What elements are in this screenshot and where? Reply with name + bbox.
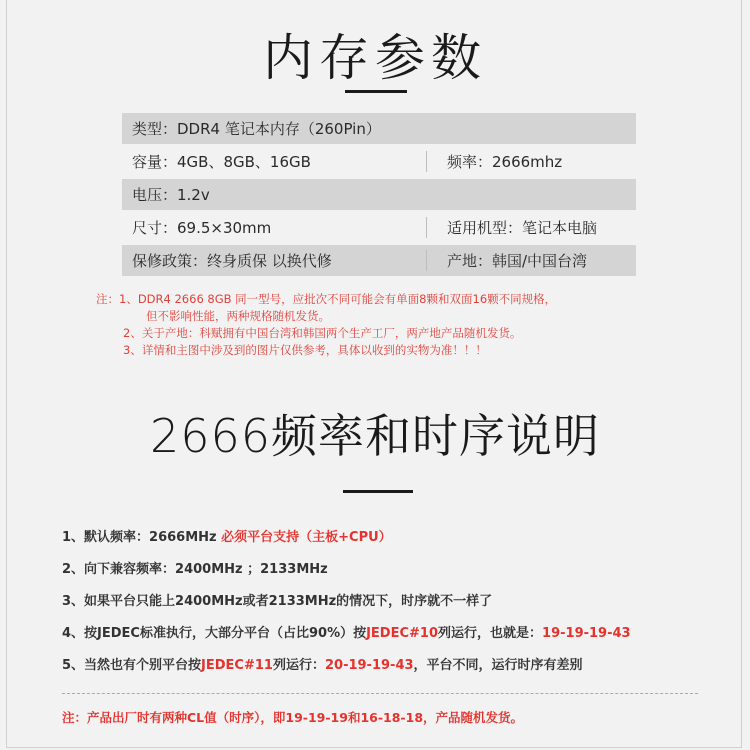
freq-item-1 bbox=[62, 528, 722, 560]
spec-size: 尺寸：69.5×30mm bbox=[122, 217, 427, 238]
memory-params-title: 内存参数 bbox=[263, 29, 487, 87]
notes-block bbox=[96, 291, 696, 359]
spec-frequency: 频率：2666mhz bbox=[447, 153, 563, 171]
spec-row-warranty bbox=[122, 245, 636, 278]
freq-text: 列运行： bbox=[272, 658, 325, 673]
spec-origin: 产地：韩国/中国台湾 bbox=[447, 252, 588, 270]
freq-list bbox=[62, 528, 722, 688]
freq-text: ，平台不同，运行时序有差别 bbox=[413, 658, 583, 673]
spec-voltage: 电压：1.2v bbox=[132, 186, 210, 204]
freq-highlight: 20-19-19-43 bbox=[324, 658, 414, 673]
spec-table bbox=[122, 113, 636, 278]
note-line: 2、关于产地：科赋拥有中国台湾和韩国两个生产工厂，两产地产品随机发货。 bbox=[123, 326, 522, 340]
title-underline bbox=[345, 90, 407, 93]
note-line: 但不影响性能，两种规格随机发货。 bbox=[146, 309, 330, 323]
freq-timing-title: 2666频率和时序说明 bbox=[149, 409, 601, 463]
note-line: 注：1、DDR4 2666 8GB 同一型号，应批次不同可能会有单面8颗和双面16颗不同规格， bbox=[96, 292, 557, 306]
spec-row-type bbox=[122, 113, 636, 146]
freq-text: 5、当然也有个别平台按 bbox=[62, 658, 202, 673]
spec-row-capacity bbox=[122, 146, 636, 179]
freq-highlight: JEDEC#11 bbox=[201, 658, 273, 673]
freq-highlight: JEDEC#10 bbox=[366, 626, 439, 641]
freq-highlight: 必须平台支持（主板+CPU） bbox=[221, 530, 392, 545]
freq-item-5 bbox=[62, 656, 722, 688]
spec-row-voltage bbox=[122, 179, 636, 212]
freq-item-3 bbox=[62, 592, 722, 624]
dashed-divider bbox=[62, 693, 698, 694]
spec-compatible: 适用机型：笔记本电脑 bbox=[447, 219, 598, 237]
spec-capacity: 容量：4GB、8GB、16GB bbox=[122, 151, 427, 172]
freq-text: 4、按JEDEC标准执行，大部分平台（占比90%）按 bbox=[62, 626, 367, 641]
freq-highlight: 19-19-19-43 bbox=[542, 626, 631, 641]
spec-type: 类型：DDR4 笔记本内存（260Pin） bbox=[132, 120, 381, 138]
freq-text: 2、向下兼容频率：2400MHz ；2133MHz bbox=[62, 562, 328, 577]
freq-item-4 bbox=[62, 624, 722, 656]
spec-row-size bbox=[122, 212, 636, 245]
bottom-note: 注：产品出厂时有两种CL值（时序），即19-19-19和16-18-18，产品随机发货。 bbox=[62, 710, 524, 725]
freq-item-2 bbox=[62, 560, 722, 592]
spec-warranty: 保修政策：终身质保 以换代修 bbox=[122, 250, 427, 271]
note-line: 3、详情和主图中涉及到的图片仅供参考，具体以收到的实物为准！！！ bbox=[123, 343, 487, 357]
freq-text: 3、如果平台只能上2400MHz或者2133MHz的情况下，时序就不一样了 bbox=[62, 594, 493, 609]
freq-text: 1、默认频率：2666MHz bbox=[62, 530, 222, 545]
title-underline bbox=[343, 490, 413, 493]
freq-text: 列运行，也就是： bbox=[438, 626, 543, 641]
